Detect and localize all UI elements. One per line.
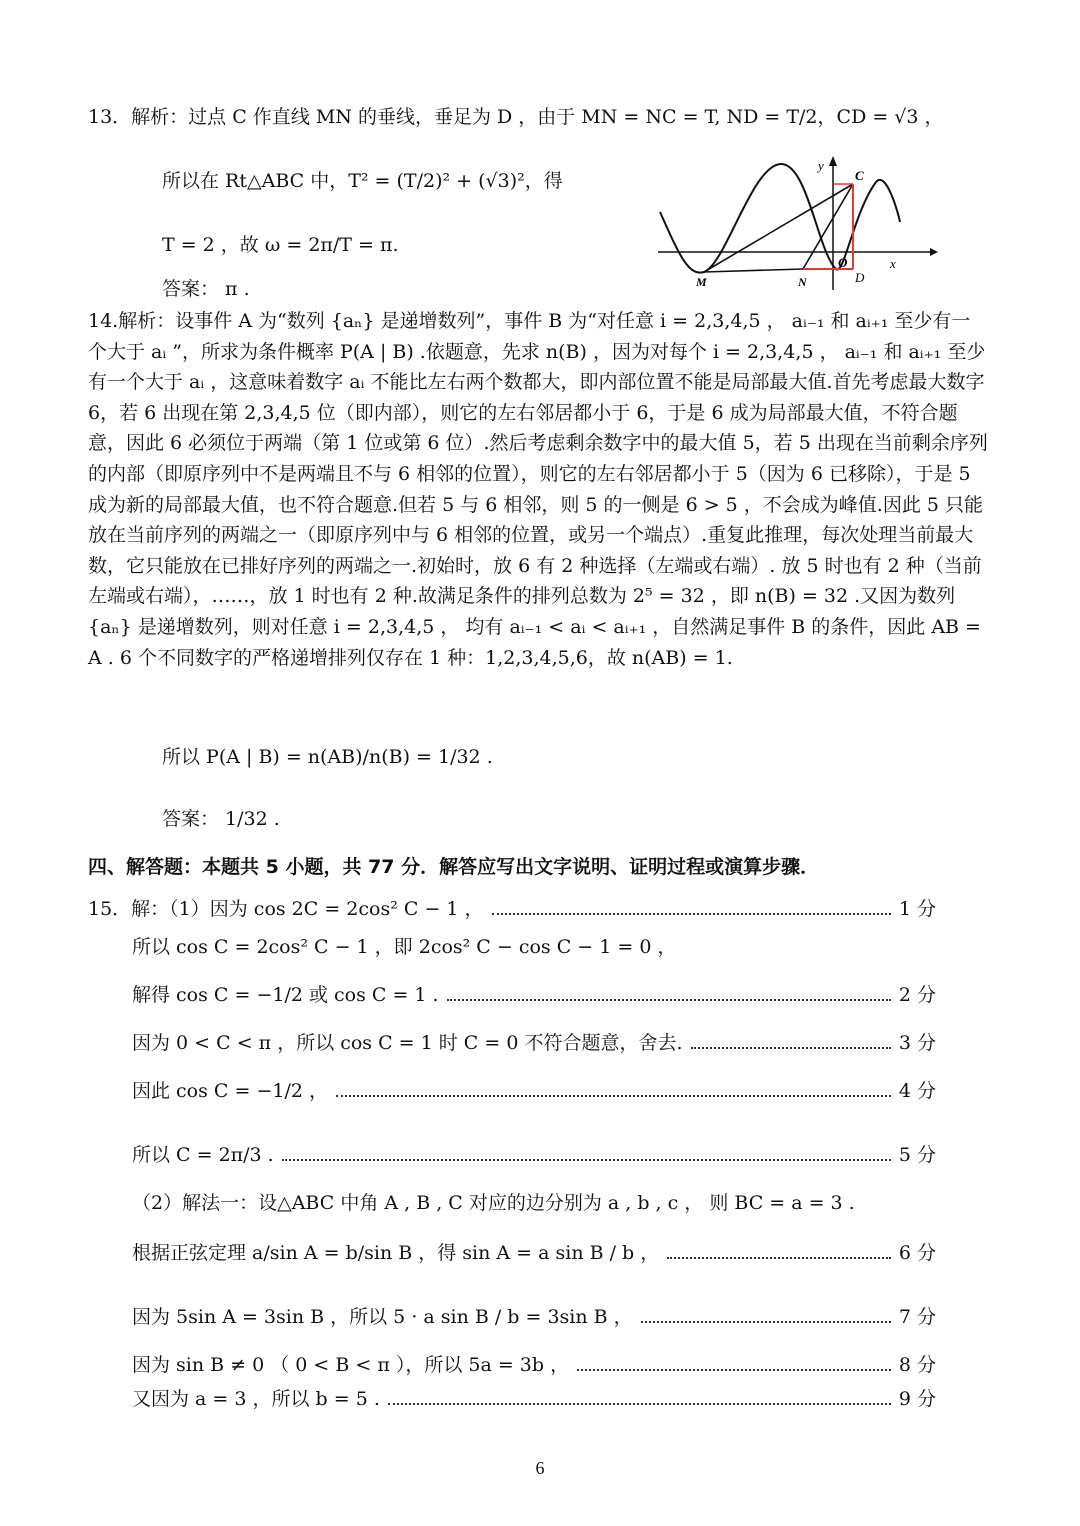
leader-dots xyxy=(282,1159,891,1161)
q15-step-2 xyxy=(132,934,676,960)
page-number: 6 xyxy=(535,1458,545,1478)
label-n: N xyxy=(798,275,807,289)
q15-part-2 xyxy=(132,1190,855,1216)
q15-step-text: 15．解：（1）因为 cos 2C = 2cos² C − 1 ， xyxy=(88,898,484,920)
leader-dots xyxy=(667,1257,891,1259)
q15-score: 4 分 xyxy=(898,1080,936,1102)
q15-step-3 xyxy=(132,982,936,1008)
q15-step-10 xyxy=(132,1386,936,1412)
label-o: O xyxy=(838,255,848,270)
q15-step-text: 根据正弦定理 a/sin A = b/sin B ，得 sin A = a sin B / b ， xyxy=(132,1242,660,1264)
section-4-heading: 四、解答题：本题共 5 小题，共 77 分．解答应写出文字说明、证明过程或演算步骤． xyxy=(88,856,820,878)
q15-score: 6 分 xyxy=(898,1242,936,1264)
leader-dots xyxy=(492,913,891,915)
q15-step-1 xyxy=(88,896,936,922)
leader-dots xyxy=(641,1321,891,1323)
q15-step-text: 因为 5sin A = 3sin B ，所以 5 · a sin B / b = 3sin B ， xyxy=(132,1306,633,1328)
x-axis-arrow xyxy=(930,248,938,256)
q15-score: 1 分 xyxy=(898,898,936,920)
leader-dots xyxy=(691,1047,891,1049)
q13-line-1: 13．解析：过点 C 作直线 MN 的垂线，垂足为 D ，由于 MN = NC = T, ND = T/2，CD = √3 ， xyxy=(88,106,944,128)
q15-score: 9 分 xyxy=(898,1388,936,1410)
q13-line-2: 所以在 Rt△ABC 中，T² = (T/2)² + (√3)²，得 xyxy=(162,170,563,192)
leader-dots xyxy=(336,1095,891,1097)
q15-step-text: 又因为 a = 3 ，所以 b = 5 . xyxy=(132,1388,380,1410)
q15-step-5 xyxy=(132,1078,936,1104)
q15-step-text: 因此 cos C = −1/2 ， xyxy=(132,1080,328,1102)
q15-step-text: 所以 C = 2π/3 . xyxy=(132,1144,274,1166)
q13-line-3: T = 2 ，故 ω = 2π/T = π. xyxy=(162,234,399,256)
q15-score: 3 分 xyxy=(898,1032,936,1054)
q15-score: 2 分 xyxy=(898,984,936,1006)
y-axis-arrow xyxy=(829,156,837,166)
label-y: y xyxy=(818,158,824,173)
q15-step-text: 所以 cos C = 2cos² C − 1 ，即 2cos² C − cos C − 1 = 0 ， xyxy=(132,936,677,958)
q14-body xyxy=(88,306,988,673)
q15-step-4 xyxy=(132,1030,936,1056)
q15-step-text: 因为 0 < C < π ，所以 cos C = 1 时 C = 0 不符合题意，舍去. xyxy=(132,1032,683,1054)
q15-step-8 xyxy=(132,1304,936,1330)
q14-answer: 答案： 1/32 . xyxy=(162,808,280,830)
q14-text: 14.解析：设事件 A 为“数列 {aₙ} 是递增数列”，事件 B 为“对任意 i = 2,3,4,5 ， aᵢ₋₁ 和 aᵢ₊₁ 至少有一个大于 aᵢ ”，所求为条件概率 P(A | B) .依题意，先求 n(B) ，因为对每个 i = 2,3,4,5 ， aᵢ₋₁ 和 aᵢ₊₁ 至少有一个大于 aᵢ ，这意味着数字 aᵢ 不能比左右两个数都大，即内部位置不能是局部最大值.首先考虑最大数字 6，若 6 出现在第 2,3,4,5 位（即内部），则它的左右邻居都小于 6，于是 6 成为局部最大值，不符合题意，因此 6 必须位于两端（第 1 位或第 6 位）.然后考虑剩余数字中的最大值 5，若 5 出现在当前剩余序列的内部（即原序列中不是两端且不与 6 相邻的位置），则它的左右邻居都小于 5（因为 6 已移除），于是 5 成为新的局部最大值，也不符合题意.但若 5 与 6 相邻，则 5 的一侧是 6 > 5 ，不会成为峰值.因此 5 只能放在当前序列的两端之一（即原序列中与 6 相邻的位置，或另一个端点）.重复此推理，每次处理当前最大数，它只能放在已排好序列的两端之一.初始时，放 6 有 2 种选择（左端或右端）. 放 5 时也有 2 种（当前左端或右端），……，放 1 时也有 2 种.故满足条件的排列总数为 2⁵ = 32 ，即 n(B) = 32 .又因为数列 {aₙ} 是递增数列，则对任意 i = 2,3,4,5 ， 均有 aᵢ₋₁ < aᵢ < aᵢ₊₁ ，自然满足事件 B 的条件，因此 AB = A . 6 个不同数字的严格递增排列仅存在 1 种：1,2,3,4,5,6，故 n(AB) = 1. xyxy=(88,310,988,669)
leader-dots xyxy=(577,1369,891,1371)
label-c: C xyxy=(855,168,864,183)
q15-step-6 xyxy=(132,1142,936,1168)
leader-dots xyxy=(388,1403,891,1405)
q15-score: 5 分 xyxy=(898,1144,936,1166)
q15-step-7 xyxy=(132,1240,936,1266)
leader-dots xyxy=(447,999,891,1001)
label-d: D xyxy=(855,270,865,285)
q14-formula: 所以 P(A | B) = n(AB)/n(B) = 1/32 . xyxy=(162,746,493,768)
q15-step-text: （2）解法一：设△ABC 中角 A , B , C 对应的边分别为 a , b , c ， 则 BC = a = 3 . xyxy=(132,1192,855,1214)
label-m: M xyxy=(696,275,707,289)
q15-step-9 xyxy=(132,1352,936,1378)
sine-graph-figure xyxy=(658,152,938,292)
line-mc xyxy=(704,184,853,272)
label-x: x xyxy=(890,256,896,271)
line-mn xyxy=(704,269,803,272)
q15-score: 7 分 xyxy=(898,1306,936,1328)
q15-step-text: 解得 cos C = −1/2 或 cos C = 1 . xyxy=(132,984,439,1006)
sine-curve xyxy=(660,164,900,273)
q15-step-text: 因为 sin B ≠ 0 （ 0 < B < π ），所以 5a = 3b ， xyxy=(132,1354,570,1376)
q13-answer: 答案： π . xyxy=(162,278,250,300)
q15-score: 8 分 xyxy=(898,1354,936,1376)
